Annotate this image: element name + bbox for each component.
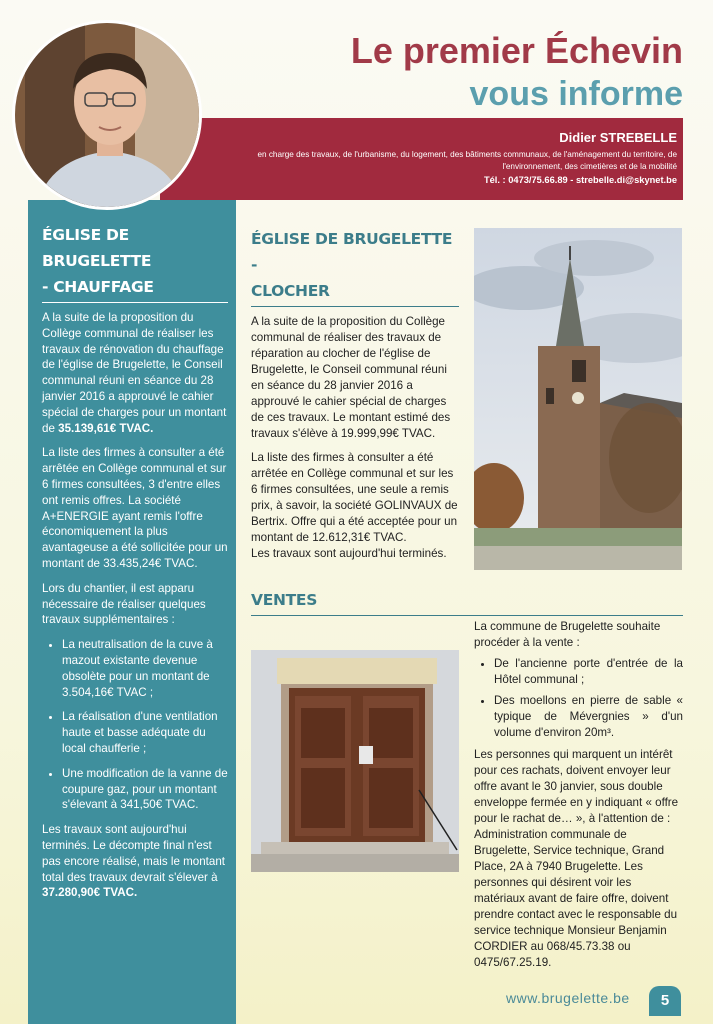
website-link[interactable]: www.brugelette.be — [506, 990, 630, 1006]
bell-tower-article — [251, 226, 459, 562]
heating-article — [42, 222, 228, 910]
sales-title: VENTES — [251, 587, 683, 616]
page-number: 5 — [649, 986, 681, 1016]
list-item: • Une modification de la vanne de coupure gaz, pour un montant s'élevant à 341,50€ TVAC. — [62, 766, 228, 813]
heating-paragraph-3: Lors du chantier, il est apparu nécessaire de réaliser quelques travaux supplémentaires : — [42, 581, 206, 627]
heating-paragraph-2: La liste des firmes à consulter a été arrêtée en Collège communal et sur 6 firmes consultées, 3 d'entre elles ont remis offres. La société A+ENERGIE ayant remis l'offre économiquement la plus avantageuse a été sollicitée pour un montant de 33.435,24€ TVAC. — [42, 446, 228, 570]
heating-total-amount: 37.280,90€ TVAC. — [42, 886, 138, 900]
sales-items-list — [474, 656, 683, 741]
church-photo — [474, 228, 682, 570]
author-contact: Tél. : 0473/75.66.89 - strebelle.di@skynet.be — [483, 175, 677, 185]
list-item: • La réalisation d'une ventilation haute et basse adéquate du local chaufferie ; — [62, 709, 228, 756]
author-portrait — [12, 20, 202, 210]
author-name: Didier STREBELLE — [559, 130, 677, 145]
heating-extra-works-list — [42, 637, 228, 813]
author-role: en charge des travaux, de l'urbanisme, du logement, des bâtiments communaux, de l'aménagement du territoire, de l'environnement, des cimetières et de la mobilité — [257, 150, 677, 171]
bell-tower-title: ÉGLISE DE BRUGELETTE - CLOCHER — [251, 226, 459, 307]
heating-title: ÉGLISE DE BRUGELETTE - CHAUFFAGE — [42, 222, 228, 303]
bell-tower-paragraph-2: La liste des firmes à consulter a été arrêtée en Collège communal et sur les 6 firmes consultées, une seule a remis prix, à savoir, la société GOLINVAUX de Bertrix. Offre qui a été acceptée pour un montant de 12.612,31€ TVAC. Les travaux sont aujourd'hui terminés. — [251, 451, 458, 560]
list-item: • La neutralisation de la cuve à mazout existante devenue obsolète pour un montant de 3.504,16€ TVAC ; — [62, 637, 228, 700]
heating-paragraph-4: Les travaux sont aujourd'hui terminés. Le décompte final n'est pas encore réalisé, mais le montant total des travaux devrait s'élever à 37.280,90€ TVAC. — [42, 823, 226, 900]
list-item: • De l'ancienne porte d'entrée de la Hôtel communal ; — [494, 656, 683, 688]
heating-amount: 35.139,61€ TVAC. — [58, 421, 154, 435]
author-banner — [160, 118, 683, 200]
door-photo — [251, 650, 459, 872]
page-title-line2: vous informe — [469, 75, 683, 113]
bell-tower-paragraph-1: A la suite de la proposition du Collège communal de réaliser des travaux de réparation au clocher de l'église de Brugelette, le Conseil communal réuni en séance du 28 janvier 2016 a approuvé le cahier spécial de charges de ces travaux. Le montant estimé des travaux s'élève à 19.999,99€ TVAC. — [251, 315, 451, 440]
sales-section — [251, 587, 683, 616]
sales-article — [474, 619, 683, 976]
page-title-line1: Le premier Échevin — [350, 30, 683, 71]
sales-intro: La commune de Brugelette souhaite procéder à la vente : — [474, 620, 661, 649]
heating-paragraph-1: A la suite de la proposition du Collège communal de réaliser les travaux de rénovation du chauffage de l'église de Brugelette, le Conseil communal réuni en séance du 28 janvier 2016 a approuvé le cahier spécial de charges pour un montant de 35.139,61€ TVAC. — [42, 311, 227, 435]
list-item: • Des moellons en pierre de sable « typique de Mévergnies » d'un volume d'environ 20m³. — [494, 693, 683, 741]
sales-paragraph-2: Les personnes qui marquent un intérêt pour ces rachats, doivent envoyer leur offre avant le 30 janvier, sous double enveloppe fermée en y indiquant « offre pour le rachat de… », à l'attention de : Administration communale de Brugelette, Service technique, Grand Place, 2A à 7940 Brugelette. Les personnes qui désirent voir les matériaux avant de faire offre, doivent prendre contact avec le responsable du service technique Monsieur Benjamin CORDIER au 068/45.73.38 ou 0475/67.25.19. — [474, 748, 679, 969]
